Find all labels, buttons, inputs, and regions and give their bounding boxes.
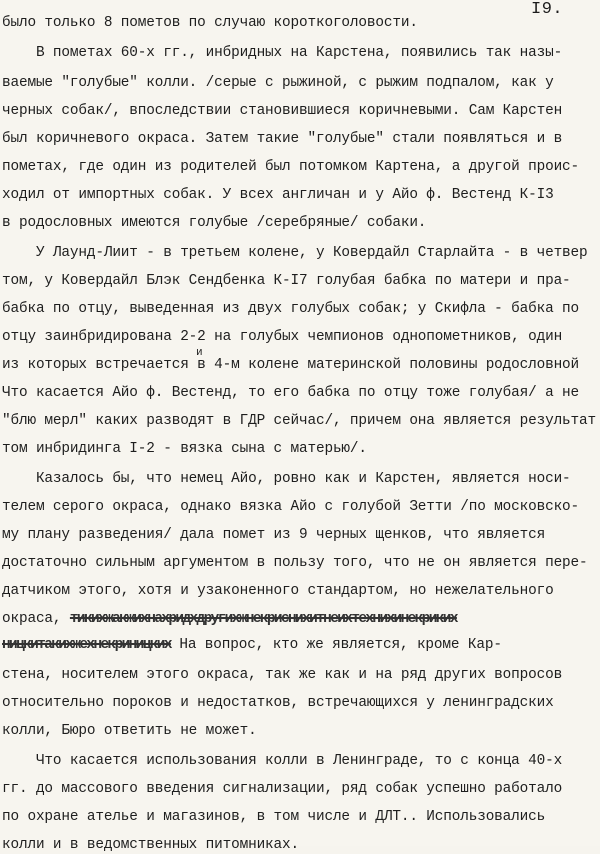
- text-line: [2, 412, 596, 430]
- text-line: [2, 356, 579, 374]
- line-text: отцу заинбридирована 2-2 на голубых чемпионов однопометников, один: [2, 329, 563, 345]
- text-line: [2, 186, 554, 204]
- line-text: На вопрос, кто же является, кроме Кар-: [170, 637, 502, 653]
- text-line: [2, 214, 426, 232]
- text-line: [2, 384, 579, 402]
- line-text: из которых встречается в 4-м колене материнской половины родословной: [2, 357, 580, 373]
- line-text: У Лаунд-Лиит - в третьем колене, у Ковердайл Старлайта - в четвер: [2, 245, 588, 261]
- text-line: [2, 582, 554, 600]
- line-text: ходил от импортных собак. У всех англичан и у Айо ф. Вестенд К-I3: [2, 187, 554, 203]
- text-line: [2, 808, 545, 826]
- line-text: окраса,: [2, 611, 70, 627]
- text-line: [2, 44, 562, 62]
- text-line: [2, 158, 579, 176]
- text-line: [2, 498, 579, 516]
- line-text: достаточно сильным аргументом в пользу того, что не он является пере-: [2, 555, 588, 571]
- line-text: Казалось бы, что немец Айо, ровно как и Карстен, является носи-: [2, 471, 571, 487]
- text-line: [2, 694, 554, 712]
- text-line: [2, 14, 418, 32]
- text-line: [2, 636, 502, 654]
- text-line: [2, 102, 562, 120]
- text-line: [2, 526, 545, 544]
- line-text: Что касается использования колли в Ленинграде, то с конца 40-х: [2, 753, 563, 769]
- text-line: [2, 440, 367, 458]
- page-number: I9.: [531, 0, 564, 19]
- text-line: [2, 328, 562, 346]
- line-text: му плану разведения/ дала помет из 9 черных щенков, что является: [2, 527, 546, 543]
- text-line: [2, 836, 299, 854]
- line-text: ваемые "голубые" колли. /серые с рыжиной, с рыжим подпалом, как у: [2, 75, 554, 91]
- line-text: бабка по отцу, выведенная из двух голубых собак; у Скифла - бабка по: [2, 301, 580, 317]
- text-line: [2, 752, 562, 770]
- line-text: в родословных имеются голубые /серебряные/ собаки.: [2, 215, 427, 231]
- text-line: [2, 130, 562, 148]
- text-line: [2, 780, 562, 798]
- line-text: колли, Бюро ответить не может.: [2, 723, 257, 739]
- line-text: черных собак/, впоследствии становившиеся коричневыми. Сам Карстен: [2, 103, 563, 119]
- text-line: [2, 300, 579, 318]
- line-text: телем серого окраса, однако вязка Айо с голубой Зетти /по московско-: [2, 499, 580, 515]
- line-text: гг. до массового введения сигнализации, ряд собак успешно работало: [2, 781, 563, 797]
- line-text: было только 8 пометов по случаю короткоголовости.: [2, 15, 418, 31]
- text-line: [2, 722, 257, 740]
- text-line: [2, 470, 571, 488]
- line-text: стена, носителем этого окраса, так же как и на ряд других вопросов: [2, 667, 563, 683]
- struck-out-text: ницкитакихжехнекриницких: [2, 637, 171, 653]
- line-text: пометах, где один из родителей был потомком Картена, а другой проис-: [2, 159, 580, 175]
- struck-out-text: тикихжакжихнахридхдругихжнекриснихитнеихтехнихинекриких: [69, 611, 457, 627]
- line-text: Что касается Айо ф. Вестенд, то его бабка по отцу тоже голубая/ а не: [2, 385, 580, 401]
- line-text: "блю мерл" каких разводят в ГДР сейчас/, причем она является результат: [2, 413, 597, 429]
- text-line: [2, 666, 562, 684]
- text-line: [2, 610, 457, 628]
- text-line: [2, 74, 554, 92]
- line-text: по охране ателье и магазинов, в том числе и ДЛТ.. Использовались: [2, 809, 546, 825]
- line-text: колли и в ведомственных питомниках.: [2, 837, 300, 853]
- line-text: том инбридинга I-2 - вязка сына с матерью/.: [2, 441, 367, 457]
- text-line: [2, 554, 588, 572]
- line-text: относительно пороков и недостатков, встречающихся у ленинградских: [2, 695, 554, 711]
- line-text: был коричневого окраса. Затем такие "голубые" стали появляться и в: [2, 131, 563, 147]
- line-text: датчиком этого, хотя и узаконенного стандартом, но нежелательного: [2, 583, 554, 599]
- line-text: В пометах 60-х гг., инбридных на Карстена, появились так назы-: [2, 45, 563, 61]
- text-line: [2, 244, 588, 262]
- text-line: [2, 272, 571, 290]
- line-text: том, у Ковердайл Блэк Сендбенка К-I7 голубая бабка по матери и пра-: [2, 273, 571, 289]
- insertion-mark: и: [196, 347, 203, 359]
